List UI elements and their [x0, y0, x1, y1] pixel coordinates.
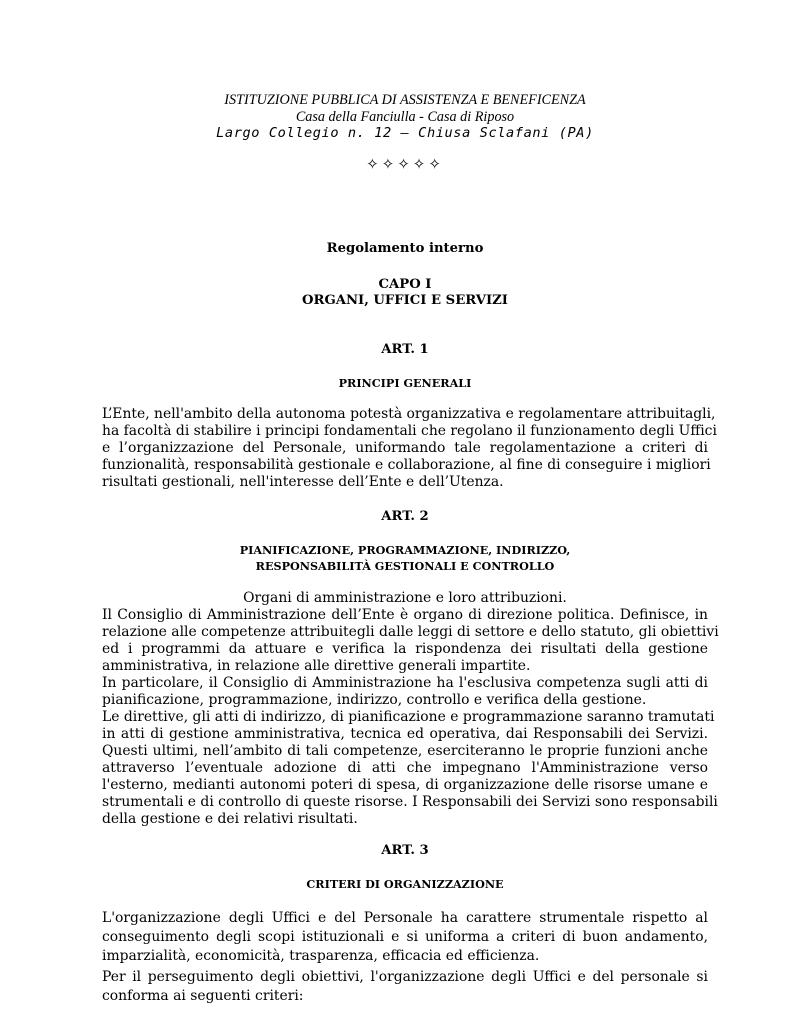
article-1-line: risultati gestionali, nell'interesse dell’Ente e dell’Utenza.: [102, 474, 504, 490]
article-3-line: conforma ai seguenti criteri:: [102, 988, 304, 1004]
article-3-line: L'organizzazione degli Uffici e del Personale ha carattere strumentale rispetto al: [102, 910, 708, 926]
article-3-line: imparzialità, economicità, trasparenza, efficacia ed efficienza.: [102, 948, 540, 964]
article-2-line: attraverso l’eventuale adozione di atti che impegnano l'Amministrazione verso: [102, 760, 708, 776]
institution-address: Largo Collegio n. 12 – Chiusa Sclafani (PA): [216, 125, 594, 141]
ornament-divider: ✧✧✧✧✧: [366, 155, 444, 173]
institution-name: ISTITUZIONE PUBBLICA DI ASSISTENZA E BENEFICENZA: [224, 92, 586, 108]
article-2-heading: ART. 2: [381, 509, 429, 524]
article-3-heading: ART. 3: [381, 843, 429, 858]
article-2-line: in atti di gestione amministrativa, tecnica ed operativa, dai Responsabili dei Servizi.: [102, 726, 708, 742]
institution-subtitle: Casa della Fanciulla - Casa di Riposo: [295, 109, 515, 125]
article-2-line: Organi di amministrazione e loro attribuzioni.: [243, 590, 567, 606]
article-2-line: strumentali e di controllo di queste risorse. I Responsabili dei Servizi sono responsabili: [102, 794, 718, 810]
article-2-line: pianificazione, programmazione, indirizzo, controllo e verifica della gestione.: [102, 692, 647, 708]
article-1-line: funzionalità, responsabilità gestionale e collaborazione, al fine di conseguire i migliori: [102, 457, 711, 473]
article-1-line: e l’organizzazione del Personale, uniformando tale regolamentazione a criteri di: [102, 440, 708, 456]
article-2-line: relazione alle competenze attribuitegli dalle leggi di settore e dello statuto, gli obiettivi: [102, 624, 719, 640]
article-2-subtitle: PIANIFICAZIONE, PROGRAMMAZIONE, INDIRIZZO,: [239, 543, 571, 557]
article-1-line: L’Ente, nell'ambito della autonoma potestà organizzativa e regolamentare attribuitagli,: [102, 406, 716, 422]
article-1-heading: ART. 1: [381, 342, 429, 357]
article-2-line: ed i programmi da attuare e verifica la rispondenza dei risultati della gestione: [102, 641, 708, 657]
article-2-line: Questi ultimi, nell’ambito di tali competenze, eserciteranno le proprie funzioni anche: [102, 743, 708, 759]
article-3-line: conseguimento degli scopi istituzionali e si uniforma a criteri di buon andamento,: [102, 929, 708, 945]
article-3-subtitle: CRITERI DI ORGANIZZAZIONE: [306, 877, 504, 891]
article-1-subtitle: PRINCIPI GENERALI: [338, 376, 472, 390]
article-2-line: Le direttive, gli atti di indirizzo, di pianificazione e programmazione saranno tramutati: [102, 709, 715, 725]
chapter-title: ORGANI, UFFICI E SERVIZI: [302, 293, 508, 308]
article-2-line: l'esterno, medianti autonomi poteri di spesa, di organizzazione delle risorse umane e: [102, 777, 708, 793]
article-2-line: amministrativa, in relazione alle direttive generali impartite.: [102, 658, 531, 674]
article-1-line: ha facoltà di stabilire i principi fondamentali che regolano il funzionamento degli Uffici: [102, 423, 717, 439]
chapter-number: CAPO I: [378, 277, 432, 292]
article-3-line: Per il perseguimento degli obiettivi, l'organizzazione degli Uffici e del personale si: [102, 969, 708, 985]
document-title: Regolamento interno: [326, 241, 484, 256]
article-2-subtitle: RESPONSABILITÀ GESTIONALI E CONTROLLO: [255, 559, 555, 573]
article-2-line: della gestione e dei relativi risultati.: [102, 811, 358, 827]
article-2-line: Il Consiglio di Amministrazione dell’Ente è organo di direzione politica. Definisce, in: [102, 607, 708, 623]
article-2-line: In particolare, il Consiglio di Amministrazione ha l'esclusiva competenza sugli atti di: [102, 675, 708, 691]
